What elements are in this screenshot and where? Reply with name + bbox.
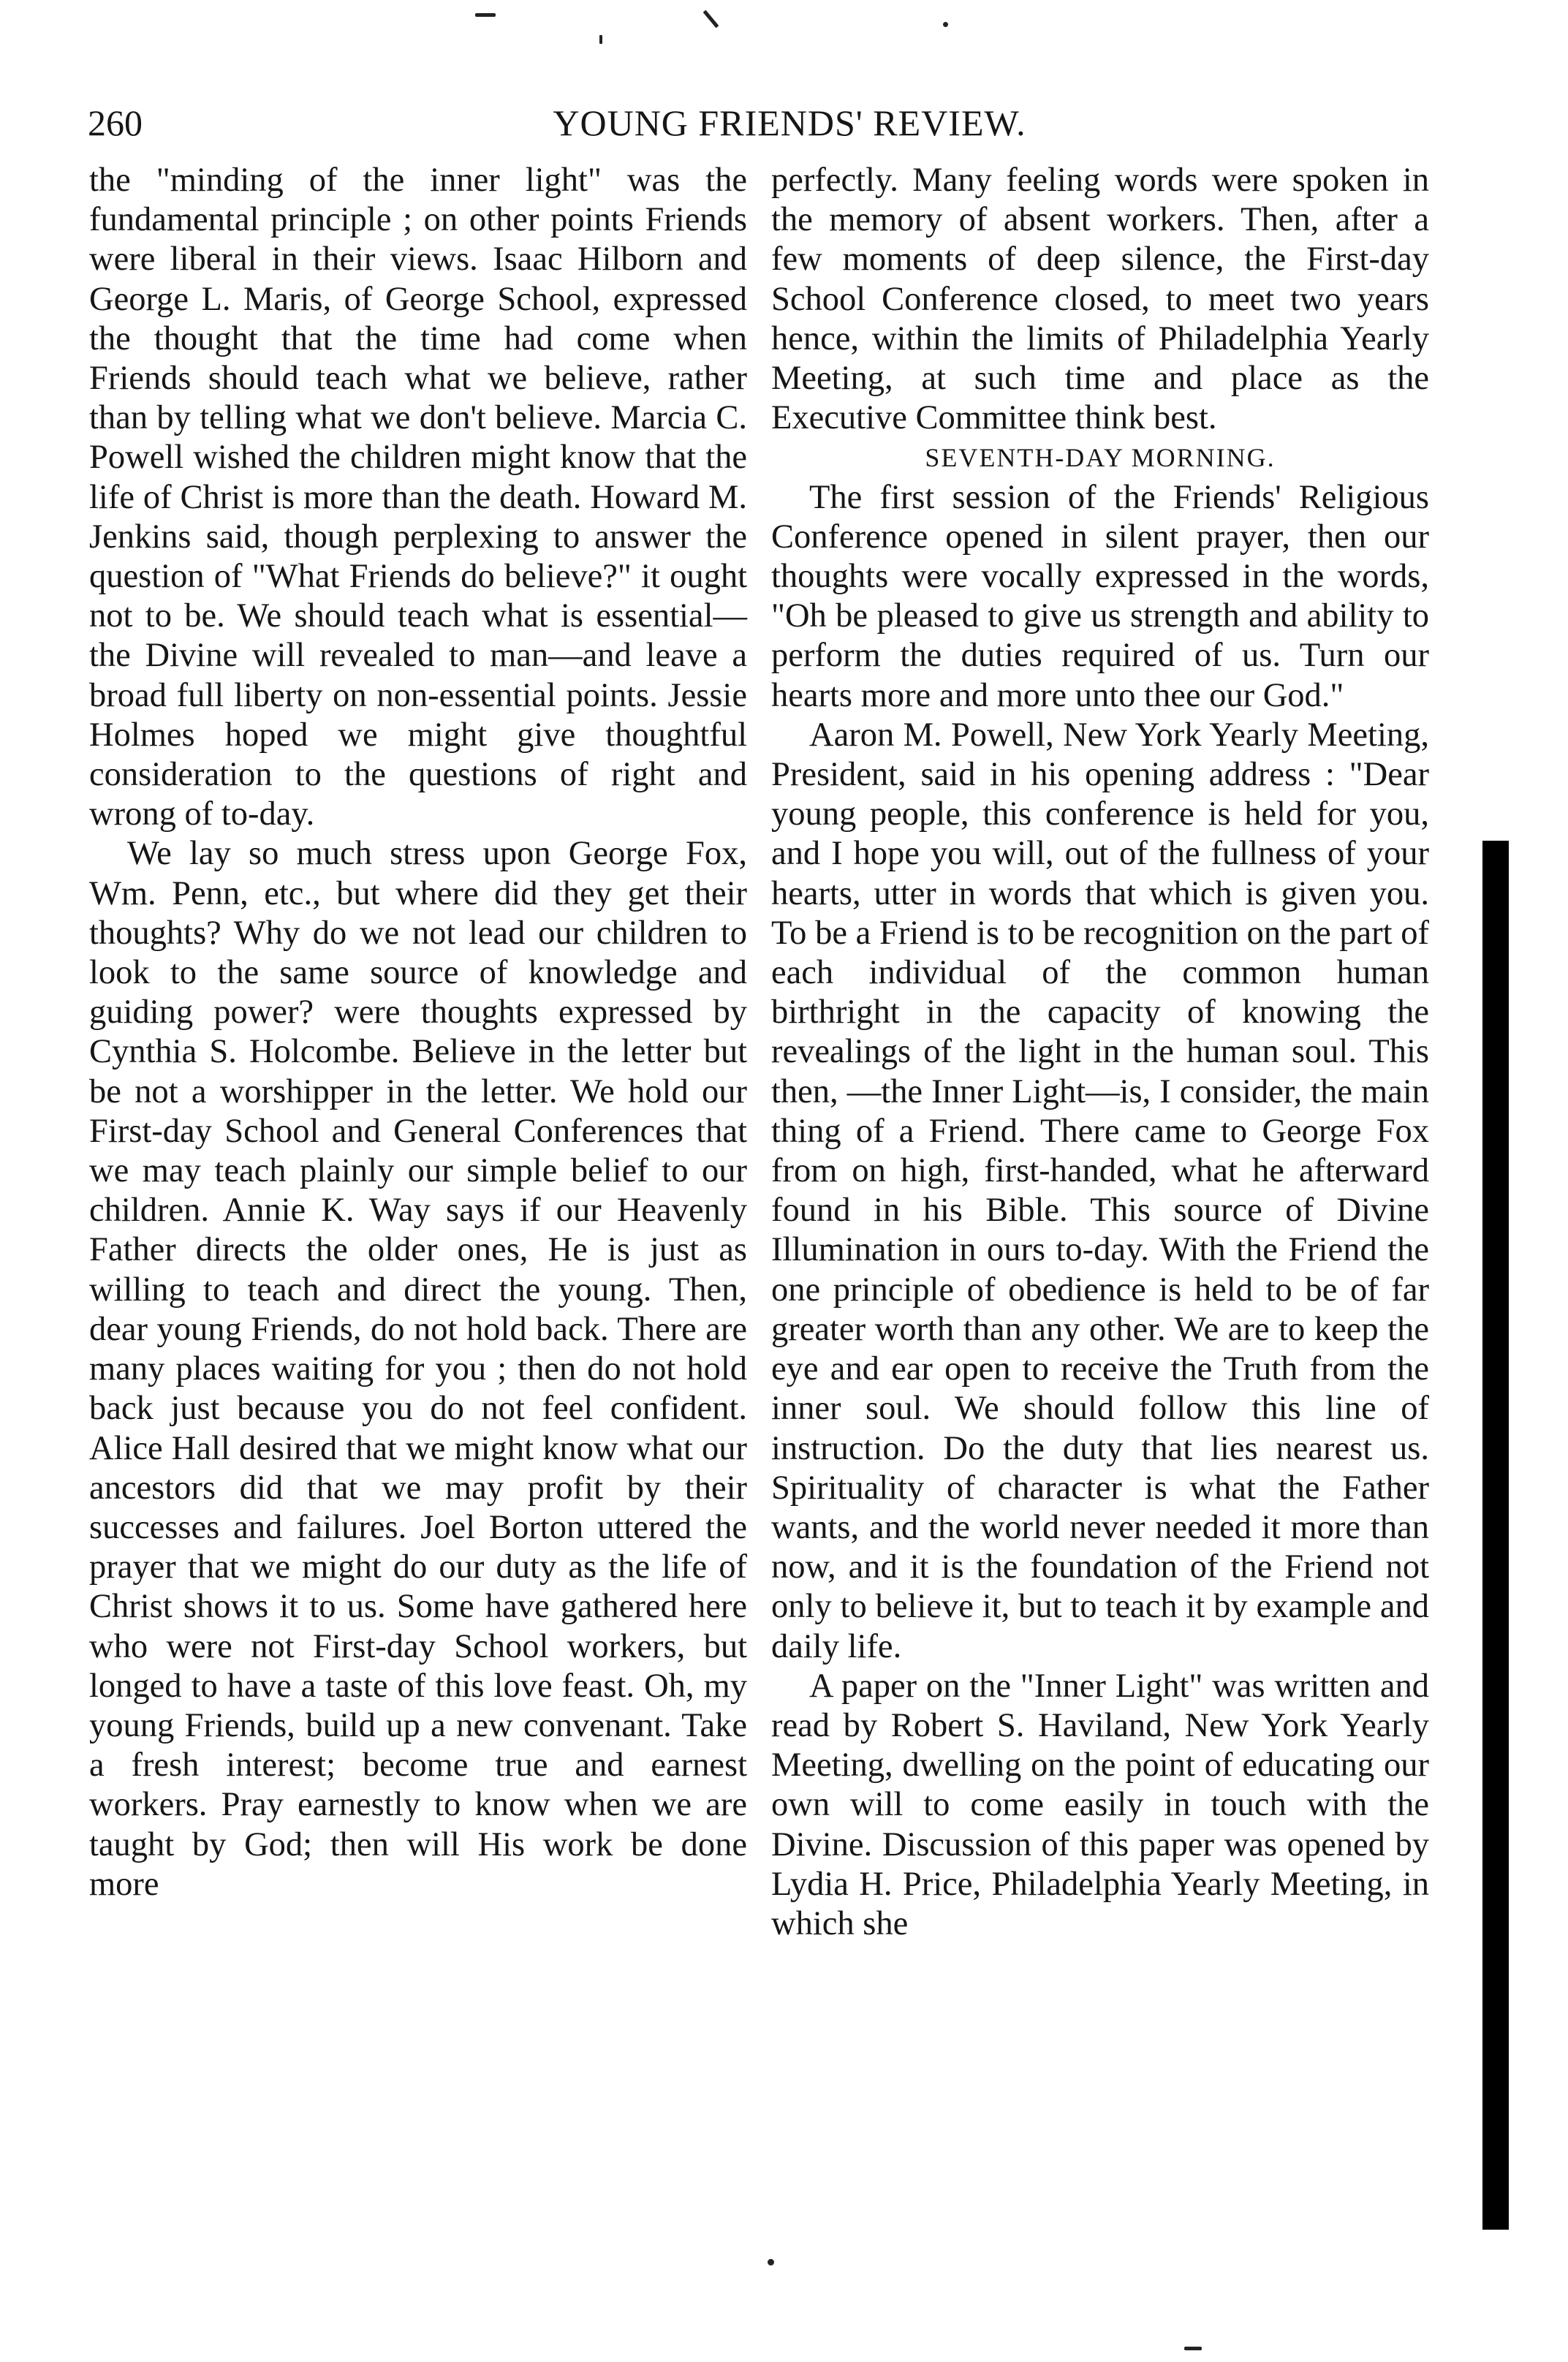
right-paragraph-3: Aaron M. Powell, New York Yearly Meeting, President, said in his opening address : "Dear young people, this conference is held for you, and I hope you will, out of the fullness of your hearts, utter in words that which is given you. To be a Friend is to be recognition on the part of each individual of the common human birthright in the capacity of knowing the revealings of the light in the human soul. This then, —the Inner Light—is, I consider, the main thing of a Friend. There came to George Fox from on high, first-handed, what he afterward found in his Bible. This source of Divine Illumination in ours to-day. With the Friend the one principle of obedience is held to be of far greater worth than any other. We are to keep the eye and ear open to receive the Truth from the inner soul. We should follow this line of instruction. Do the duty that lies nearest us. Spirituality of character is what the Father wants, and the world never needed it more than now, and it is the foundation of the Friend not only to believe it, but to teach it by example and daily life.	[771, 716, 1429, 1665]
ink-speck	[943, 22, 948, 27]
right-column	[771, 161, 1429, 1944]
right-paragraph-4: A paper on the "Inner Light" was written and read by Robert S. Haviland, New York Yearly Meeting, dwelling on the point of educating our own will to come easily in touch with the Divine. Discussion of this paper was opened by Lydia H. Price, Philadelphia Yearly Meeting, in which she	[771, 1667, 1429, 1942]
scan-edge-shadow	[1482, 841, 1509, 2230]
left-paragraph-2: We lay so much stress upon George Fox, Wm. Penn, etc., but where did they get their thoughts? Why do we not lead our children to look to the same source of knowledge and guiding power? were thoughts expressed by Cynthia S. Holcombe. Believe in the letter but be not a worshipper in the letter. We hold our First-day School and General Conferences that we may teach plainly our simple belief to our children. Annie K. Way says if our Heavenly Father directs the older ones, He is just as willing to teach and direct the young. Then, dear young Friends, do not hold back. There are many places waiting for you ; then do not hold back just because you do not feel confident. Alice Hall desired that we might know what our ancestors did that we may profit by their successes and failures. Joel Borton uttered the prayer that we might do our duty as the life of Christ shows it to us. Some have gathered here who were not First-day School workers, but longed to have a taste of this love feast. Oh, my young Friends, build up a new convenant. Take a fresh interest; become true and earnest workers. Pray earnestly to know when we are taught by God; then will His work be done more	[89, 835, 747, 1903]
running-title: YOUNG FRIENDS' REVIEW.	[553, 102, 1026, 143]
page-header	[88, 94, 1491, 152]
section-heading: SEVENTH-DAY MORNING.	[925, 443, 1276, 473]
left-paragraph-1: the "minding of the inner light" was the fundamental principle ; on other points Friends were liberal in their views. Isaac Hilborn and George L. Maris, of George School, expressed the thought that the time had come when Friends should teach what we believe, rather than by telling what we don't believe. Marcia C. Powell wished the children might know that the life of Christ is more than the death. Howard M. Jenkins said, though perplexing to answer the question of "What Friends do believe?" it ought not to be. We should teach what is essential—the Divine will revealed to man—and leave a broad full liberty on non-essential points. Jessie Holmes hoped we might give thoughtful consideration to the questions of right and wrong of to-day.	[89, 162, 747, 833]
right-paragraph-1: perfectly. Many feeling words were spoken in the memory of absent workers. Then, after a few moments of deep silence, the First-day School Conference closed, to meet two years hence, within the limits of Philadelphia Yearly Meeting, at such time and place as the Executive Committee think best.	[771, 162, 1429, 437]
ink-speck	[703, 10, 719, 29]
ink-speck	[475, 13, 496, 17]
left-column	[89, 161, 747, 1904]
ink-speck	[1184, 2347, 1202, 2350]
ink-speck	[768, 2259, 774, 2266]
page-number: 260	[88, 102, 143, 143]
ink-speck	[599, 35, 602, 44]
right-paragraph-2: The first session of the Friends' Religious Conference opened in silent prayer, then our thoughts were vocally expressed in the words, "Oh be pleased to give us strength and ability to perform the duties required of us. Turn our hearts more and more unto thee our God."	[771, 478, 1429, 714]
